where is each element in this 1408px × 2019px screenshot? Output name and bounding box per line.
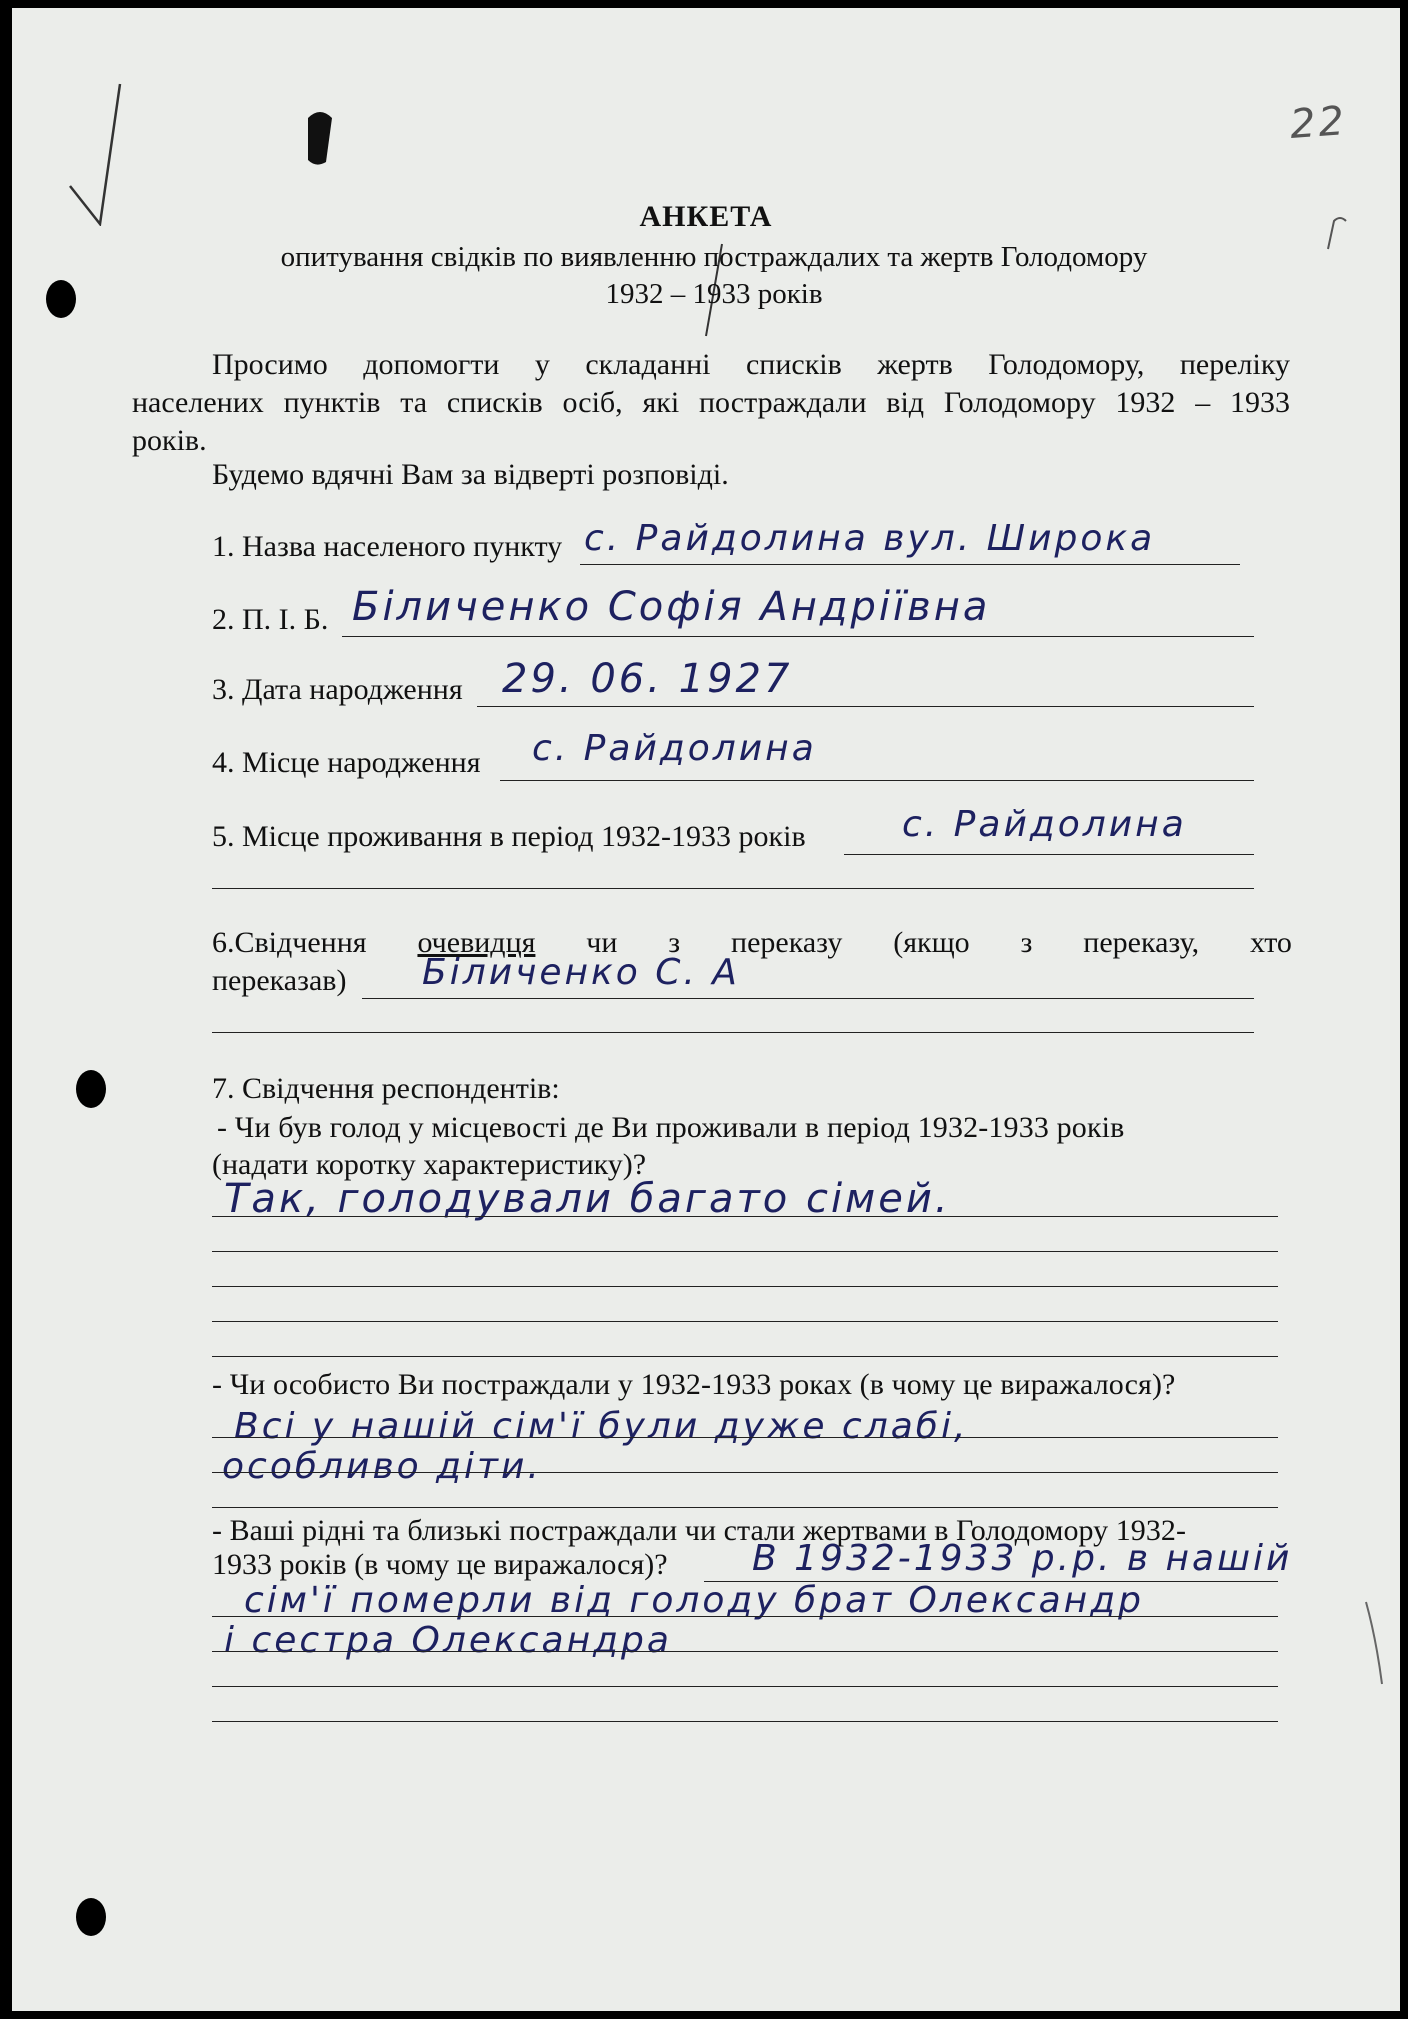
ink-blot-icon	[302, 108, 338, 168]
section7-heading: 7. Свідчення респондентів:	[212, 1072, 560, 1105]
birth-place-label: 4. Місце народження	[212, 746, 481, 779]
stroke-mark-icon	[1362, 1598, 1386, 1688]
word-6: (якщо	[893, 926, 970, 959]
q3-line-2: 1933 років (в чому це виражалося)?	[212, 1548, 668, 1581]
q1-line-b	[212, 1251, 1278, 1252]
name-underline	[342, 636, 1254, 637]
testimony-source-label: переказав)	[212, 964, 347, 997]
q3-line-a	[212, 1616, 1278, 1617]
q1-line-c	[212, 1286, 1278, 1287]
q3-line-b	[212, 1651, 1278, 1652]
birth-date-value: 29. 06. 1927	[502, 656, 793, 702]
q1-line-e	[212, 1356, 1278, 1357]
q3-line-c	[212, 1686, 1278, 1687]
birth-date-underline	[477, 706, 1254, 707]
settlement-label: 1. Назва населеного пункту	[212, 530, 563, 563]
name-label: 2. П. І. Б.	[212, 603, 329, 636]
document-page	[12, 8, 1400, 2011]
settlement-underline	[580, 564, 1240, 565]
punch-hole-bottom	[76, 1898, 106, 1936]
q2-line-b	[212, 1472, 1278, 1473]
q1-answer: Так, голодували багато сімей.	[224, 1176, 951, 1222]
q3-answer-line-1: В 1932-1933 р.р. в нашій	[752, 1538, 1293, 1579]
testimony-source-line1	[212, 926, 1292, 961]
settlement-value: с. Райдолина вул. Широка	[584, 518, 1156, 559]
q2-answer-line-1: Всі у нашій сім'ї були дуже слабі,	[234, 1406, 969, 1447]
testimony-source-underline	[362, 998, 1254, 999]
q2-answer-line-2: особливо діти.	[222, 1446, 542, 1487]
word-1: 6.Свідчення	[212, 926, 367, 959]
q2-line-c	[212, 1507, 1278, 1508]
q1-line-1: - Чи був голод у місцевості де Ви проживали в період 1932-1933 років	[217, 1111, 1125, 1144]
word-9: хто	[1249, 926, 1292, 959]
q1-line-d	[212, 1321, 1278, 1322]
word-2: очевидця	[417, 926, 536, 959]
q3-answer-line-3: і сестра Олександра	[224, 1620, 672, 1661]
name-value: Біличенко Софія Андріївна	[352, 584, 991, 630]
word-5: переказу	[731, 926, 843, 959]
intro-line-1: Просимо допомогти у складанні списків жертв Голодомору, переліку	[212, 348, 1290, 381]
residence-extra-line	[212, 888, 1254, 889]
word-7: з	[1020, 926, 1033, 959]
word-4: з	[668, 926, 681, 959]
testimony-source-extra-line	[212, 1032, 1254, 1033]
page-number: 22	[1288, 98, 1349, 148]
form-years: 1932 – 1933 років	[605, 278, 823, 310]
residence-value: с. Райдолина	[902, 804, 1187, 845]
form-subtitle: опитування свідків по виявленню постраждалих та жертв Голодомору	[280, 241, 1148, 273]
birth-place-value: с. Райдолина	[532, 728, 817, 769]
q3-answer-line-2: сім'ї померли від голоду брат Олександр	[244, 1580, 1144, 1621]
q2-text: - Чи особисто Ви постраждали у 1932-1933 роках (в чому це виражалося)?	[212, 1368, 1176, 1401]
testimony-source-value: Біличенко С. А	[422, 952, 740, 993]
intro-line-3: років.	[132, 424, 207, 457]
word-8: переказу,	[1083, 926, 1200, 959]
residence-underline	[844, 854, 1254, 855]
intro-line-2: населених пунктів та списків осіб, які постраждали від Голодомору 1932 – 1933	[132, 386, 1290, 419]
birth-date-label: 3. Дата народження	[212, 673, 463, 706]
intro-thanks: Будемо вдячні Вам за відверті розповіді.	[212, 458, 729, 491]
birth-place-underline	[500, 780, 1254, 781]
q1-line-2: (надати коротку характеристику)?	[212, 1148, 647, 1181]
form-title: АНКЕТА	[639, 200, 773, 233]
residence-label: 5. Місце проживання в період 1932-1933 років	[212, 820, 806, 853]
q3-line-d	[212, 1721, 1278, 1722]
punch-hole-middle	[76, 1070, 106, 1108]
q1-line-a	[212, 1216, 1278, 1217]
q2-line-a	[212, 1437, 1278, 1438]
q3-line-1: - Ваші рідні та близькі постраждали чи стали жертвами в Голодомору 1932-	[212, 1514, 1186, 1547]
word-3: чи	[586, 926, 618, 959]
